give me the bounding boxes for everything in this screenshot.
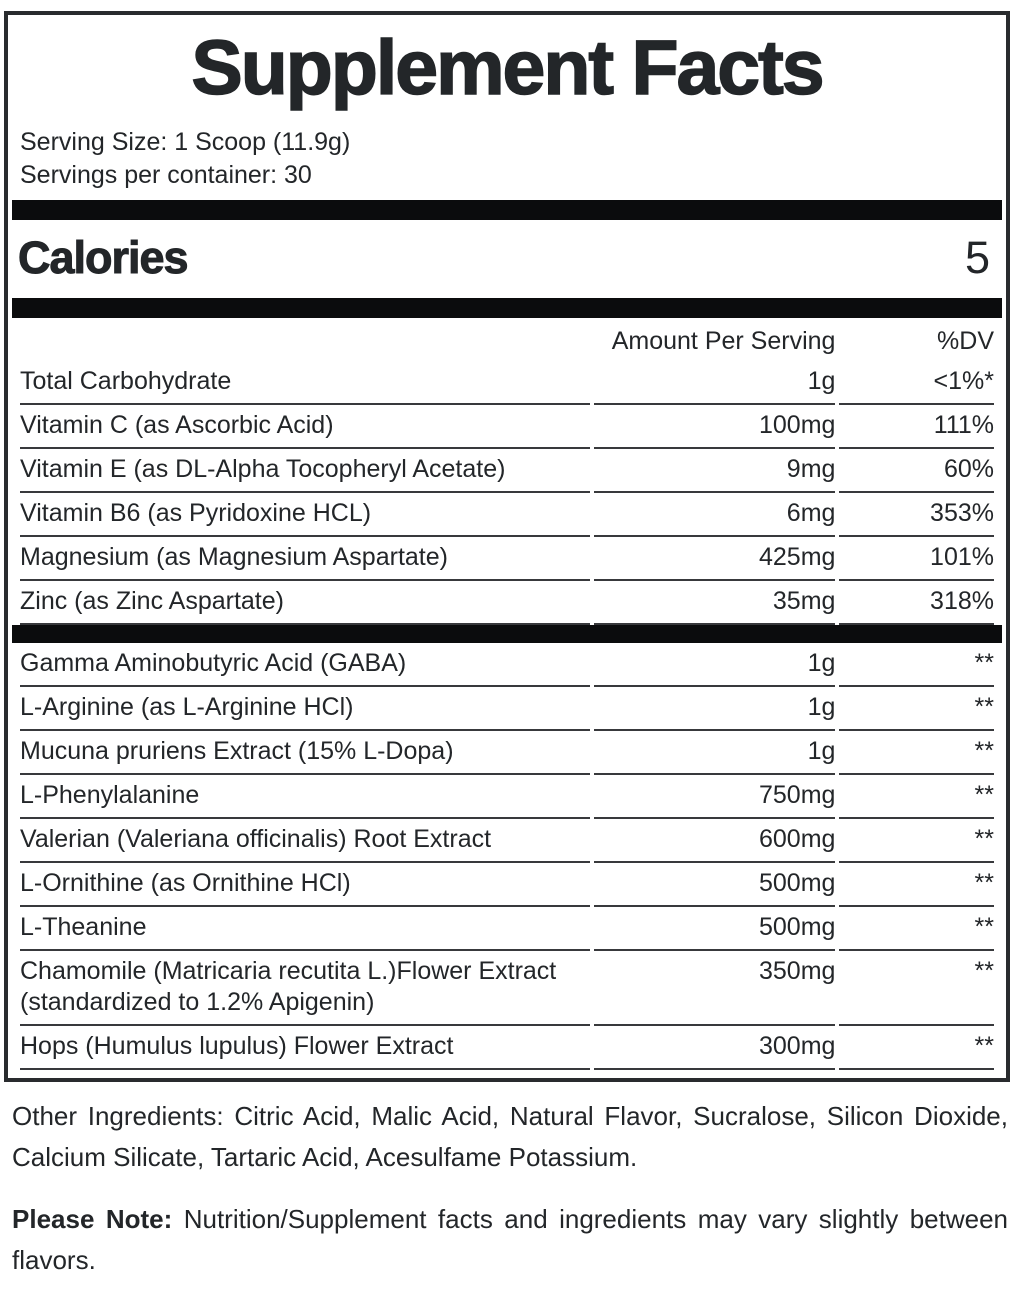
ingredient-name: Mucuna pruriens Extract (15% L-Dopa) <box>20 731 590 775</box>
ingredient-dv: 101% <box>839 537 994 581</box>
ingredient-dv <box>839 1070 994 1082</box>
servings-per-container-line: Servings per container: 30 <box>20 161 312 190</box>
column-header-dv: %DV <box>937 327 994 356</box>
serving-size-line: Serving Size: 1 Scoop (11.9g) <box>20 128 351 157</box>
ingredient-name: Total Carbohydrate <box>20 361 590 405</box>
table-row <box>20 405 994 449</box>
table-row <box>20 493 994 537</box>
ingredient-amount: 500mg <box>594 907 836 951</box>
ingredient-amount: 6mg <box>594 493 836 537</box>
table-row <box>20 819 994 863</box>
facts-table-blend <box>16 643 998 1082</box>
other-ingredients-paragraph <box>12 1096 1008 1178</box>
ingredient-name: L-Arginine (as L-Arginine HCl) <box>20 687 590 731</box>
ingredient-amount: 750mg <box>594 775 836 819</box>
ingredient-dv: ** <box>839 907 994 951</box>
ingredient-amount: 500mg <box>594 863 836 907</box>
ingredient-dv: <1%* <box>839 361 994 405</box>
ingredient-name: Gamma Aminobutyric Acid (GABA) <box>20 643 590 687</box>
panel-title: Supplement Facts <box>191 25 823 111</box>
column-header-empty <box>20 318 590 361</box>
facts-table-vitamins <box>16 318 998 625</box>
ingredient-name: L-Theanine <box>20 907 590 951</box>
ingredient-amount: 35mg <box>594 581 836 625</box>
ingredient-amount: 425mg <box>594 537 836 581</box>
ingredient-dv: 353% <box>839 493 994 537</box>
table-row <box>20 951 994 1026</box>
ingredient-name: Vitamin B6 (as Pyridoxine HCL) <box>20 493 590 537</box>
ingredient-amount: 1g <box>594 687 836 731</box>
ingredient-dv: 111% <box>839 405 994 449</box>
ingredient-amount: 1g <box>594 643 836 687</box>
ingredient-amount: 1g <box>594 731 836 775</box>
ingredient-dv: ** <box>839 731 994 775</box>
separator-bar-calories <box>12 298 1002 318</box>
ingredient-dv: ** <box>839 687 994 731</box>
ingredient-name-line2: (standardized to 1.2% Apigenin) <box>20 988 375 1017</box>
table-row <box>20 907 994 951</box>
ingredient-dv: ** <box>839 951 994 1026</box>
table-row <box>20 731 994 775</box>
ingredient-name: Chamomile (Matricaria recutita L.)Flower Extract (standardized to 1.2% Apigenin) <box>20 951 590 1026</box>
table-row <box>20 687 994 731</box>
column-header-row <box>20 318 994 361</box>
ingredient-name: Valerian (Valeriana officinalis) Root Extract <box>20 819 590 863</box>
other-ingredients-text: Citric Acid, Malic Acid, Natural Flavor, Sucralose, Silicon Dioxide, Calcium Silicate, Tartaric Acid, Acesulfame Potassium. <box>12 1101 1008 1172</box>
ingredient-amount: 9mg <box>594 449 836 493</box>
table-row <box>20 361 994 405</box>
ingredient-amount: 100mg <box>594 405 836 449</box>
calories-value: 5 <box>964 232 990 284</box>
ingredient-dv: ** <box>839 863 994 907</box>
table-row <box>20 1070 994 1082</box>
ingredient-name: Zinc (as Zinc Aspartate) <box>20 581 590 625</box>
table-row <box>20 775 994 819</box>
ingredient-name: Vitamin E (as DL-Alpha Tocopheryl Acetate) <box>20 449 590 493</box>
table-row <box>20 449 994 493</box>
ingredient-dv: ** <box>839 819 994 863</box>
ingredient-amount <box>594 1070 836 1082</box>
table-row <box>20 1026 994 1070</box>
please-note-paragraph <box>12 1199 1008 1281</box>
table-row <box>20 537 994 581</box>
calories-label: Calories <box>18 232 188 284</box>
ingredient-dv: ** <box>839 775 994 819</box>
ingredient-amount: 300mg <box>594 1026 836 1070</box>
ingredient-dv: 318% <box>839 581 994 625</box>
ingredient-dv: 60% <box>839 449 994 493</box>
please-note-lead: Please Note: <box>12 1204 173 1234</box>
column-header-amount: Amount Per Serving <box>611 327 836 356</box>
ingredient-amount: 600mg <box>594 819 836 863</box>
calories-row <box>16 220 998 298</box>
table-row <box>20 643 994 687</box>
ingredient-name: Vitamin C (as Ascorbic Acid) <box>20 405 590 449</box>
other-ingredients-lead: Other Ingredients: <box>12 1101 224 1131</box>
ingredient-name: L-Phenylalanine <box>20 775 590 819</box>
ingredient-amount: 1g <box>594 361 836 405</box>
ingredient-amount: 350mg <box>594 951 836 1026</box>
separator-bar-top <box>12 200 1002 220</box>
table-row <box>20 581 994 625</box>
ingredient-name: L-Ornithine (as Ornithine HCl) <box>20 863 590 907</box>
table-row <box>20 863 994 907</box>
separator-bar-blend <box>12 625 1002 643</box>
please-note-text: Nutrition/Supplement facts and ingredients may vary slightly between flavors. <box>12 1204 1008 1275</box>
ingredient-dv: ** <box>839 1026 994 1070</box>
ingredient-dv: ** <box>839 643 994 687</box>
ingredient-name: Hops (Humulus lupulus) Flower Extract <box>20 1026 590 1070</box>
supplement-facts-panel <box>4 11 1010 1082</box>
ingredient-name <box>20 1070 590 1082</box>
ingredient-name: Magnesium (as Magnesium Aspartate) <box>20 537 590 581</box>
